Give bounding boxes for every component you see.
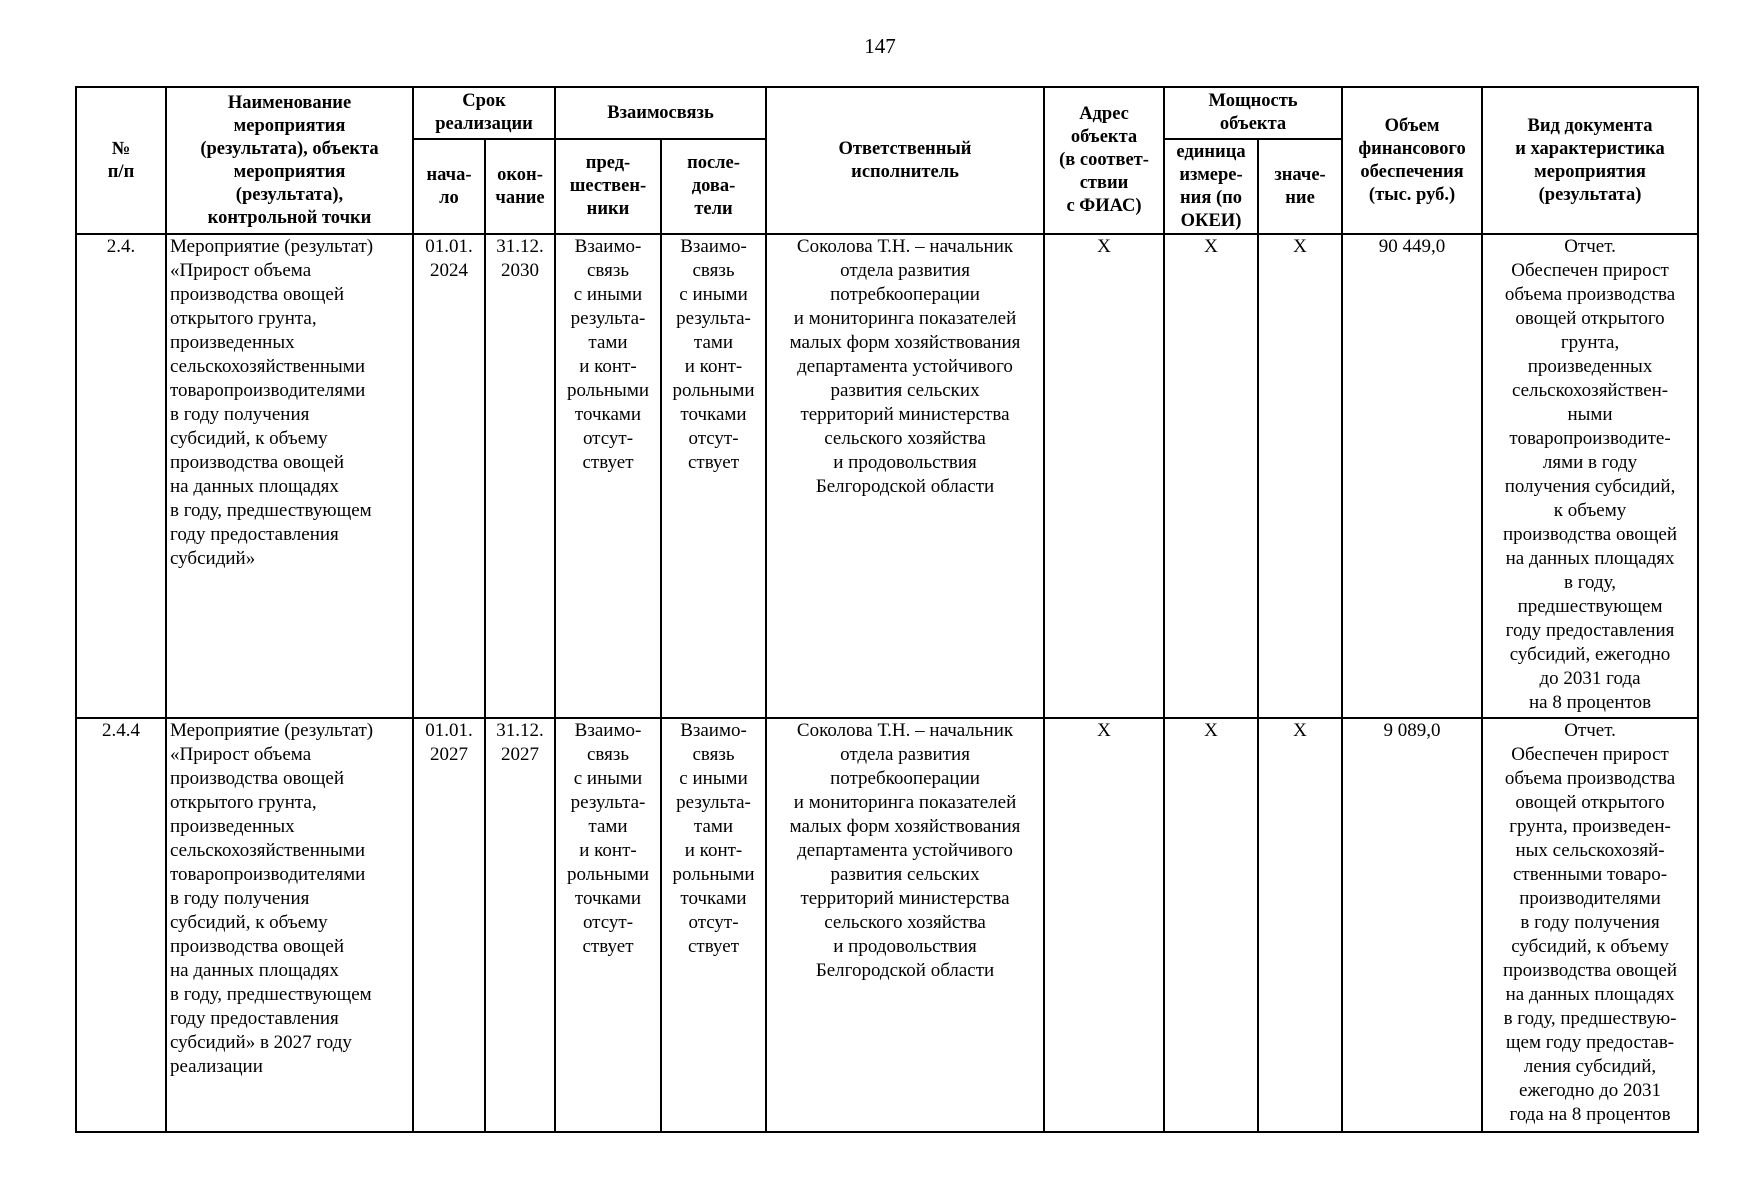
row-next: Взаимо- связь с иными результа- тами и конт- рольными точками отсут- ствует xyxy=(661,234,766,718)
row-executor: Соколова Т.Н. – начальник отдела развития потребкооперации и мониторинга показателей малых форм хозяйствования департамента устойчивого развития сельских территорий министерства сельского хозяйства и продовольствия Белгородской области xyxy=(766,234,1044,718)
row-prev: Взаимо- связь с иными результа- тами и конт- рольными точками отсут- ствует xyxy=(555,234,661,718)
header-doc: Вид документа и характеристика мероприятия (результата) xyxy=(1482,87,1698,234)
header-funding: Объем финансового обеспечения (тыс. руб.) xyxy=(1342,87,1482,234)
row-prev: Взаимо- связь с иными результа- тами и конт- рольными точками отсут- ствует xyxy=(555,718,661,1132)
header-capacity-unit: единица измере- ния (по ОКЕИ) xyxy=(1164,139,1258,234)
row-executor: Соколова Т.Н. – начальник отдела развития потребкооперации и мониторинга показателей малых форм хозяйствования департамента устойчивого развития сельских территорий министерства сельского хозяйства и продовольствия Белгородской области xyxy=(766,718,1044,1132)
header-row-1 xyxy=(76,87,1698,139)
table-row xyxy=(76,718,1698,1132)
header-capacity-value: значе- ние xyxy=(1258,139,1342,234)
row-unit: X xyxy=(1164,234,1258,718)
page-number: 147 xyxy=(864,34,896,58)
row-name: Мероприятие (результат) «Прирост объема производства овощей открытого грунта, произведенных сельскохозяйственными товаропроизводителями в году получения субсидий, к объему производства овощей на данных площадях в году, предшествующем году предоставления субсидий» xyxy=(166,234,413,718)
row-next: Взаимо- связь с иными результа- тами и конт- рольными точками отсут- ствует xyxy=(661,718,766,1132)
activities-table xyxy=(75,86,1699,1133)
header-link-prev: пред- шествен- ники xyxy=(555,139,661,234)
row-end: 31.12. 2027 xyxy=(485,718,555,1132)
header-link-next: после- дова- тели xyxy=(661,139,766,234)
row-value: X xyxy=(1258,718,1342,1132)
header-capacity: Мощность объекта xyxy=(1164,87,1342,139)
row-num: 2.4.4 xyxy=(76,718,166,1132)
header-executor: Ответственный исполнитель xyxy=(766,87,1044,234)
row-doc: Отчет. Обеспечен прирост объема производства овощей открытого грунта, произведен- ных сельскохозяй- ственными товаро- производителями в году получения субсидий, к объему производства овощей на данных площадях в году, предшествую- щем году предостав- ления субсидий, ежегодно до 2031 года на 8 процентов xyxy=(1482,718,1698,1132)
row-num: 2.4. xyxy=(76,234,166,718)
row-unit: X xyxy=(1164,718,1258,1132)
row-start: 01.01. 2027 xyxy=(413,718,485,1132)
header-num: № п/п xyxy=(76,87,166,234)
table-row xyxy=(76,234,1698,718)
row-funding: 9 089,0 xyxy=(1342,718,1482,1132)
row-address: X xyxy=(1044,234,1164,718)
header-name: Наименование мероприятия (результата), объекта мероприятия (результата), контрольной точки xyxy=(166,87,413,234)
row-value: X xyxy=(1258,234,1342,718)
row-start: 01.01. 2024 xyxy=(413,234,485,718)
header-term-end: окон- чание xyxy=(485,139,555,234)
header-term-start: нача- ло xyxy=(413,139,485,234)
header-term: Срок реализации xyxy=(413,87,555,139)
header-address: Адрес объекта (в соответ- ствии с ФИАС) xyxy=(1044,87,1164,234)
row-funding: 90 449,0 xyxy=(1342,234,1482,718)
row-end: 31.12. 2030 xyxy=(485,234,555,718)
header-link: Взаимосвязь xyxy=(555,87,766,139)
row-name: Мероприятие (результат) «Прирост объема производства овощей открытого грунта, произведенных сельскохозяйственными товаропроизводителями в году получения субсидий, к объему производства овощей на данных площадях в году, предшествующем году предоставления субсидий» в 2027 году реализации xyxy=(166,718,413,1132)
row-doc: Отчет. Обеспечен прирост объема производства овощей открытого грунта, произведенных сельскохозяйствен- ными товаропроизводите- лями в году получения субсидий, к объему производства овощей на данных площадях в году, предшествующем году предоставления субсидий, ежегодно до 2031 года на 8 процентов xyxy=(1482,234,1698,718)
row-address: X xyxy=(1044,718,1164,1132)
